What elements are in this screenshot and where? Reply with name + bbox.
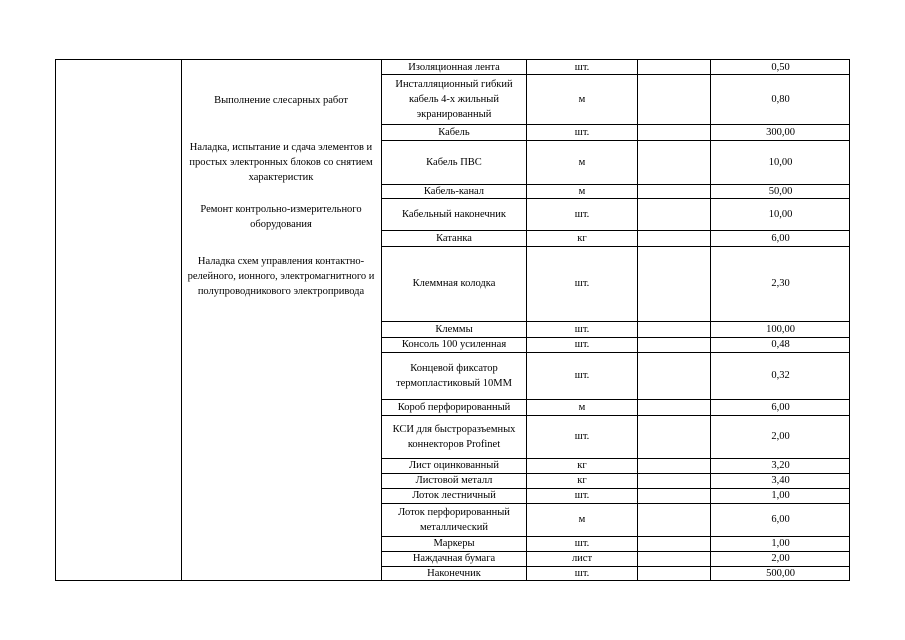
material-unit: кг <box>577 232 587 244</box>
material-name: Маркеры <box>433 538 475 549</box>
material-qty: 2,00 <box>771 553 790 564</box>
material-name: Короб перфорированный <box>397 401 511 413</box>
material-unit: лист <box>571 553 593 564</box>
material-unit: м <box>578 156 586 168</box>
material-name: Кабель-канал <box>423 185 485 197</box>
material-empty-cell <box>638 458 710 473</box>
material-unit: кг <box>577 475 587 486</box>
material-unit: шт. <box>574 568 590 579</box>
material-unit: шт. <box>574 208 590 220</box>
material-qty: 500,00 <box>766 568 795 579</box>
material-name: Инсталляционный гибкий кабель 4-х жильный экранированный <box>395 78 513 120</box>
material-qty: 0,80 <box>771 93 790 105</box>
material-name: Катанка <box>436 232 472 244</box>
material-empty-cell <box>638 352 710 399</box>
material-qty: 3,20 <box>771 460 790 471</box>
material-qty: 1,00 <box>771 538 790 549</box>
material-name: Консоль 100 усиленная <box>401 339 507 350</box>
material-empty-cell <box>638 551 710 566</box>
material-name: Лоток перфорированный металлический <box>398 506 510 533</box>
material-unit: м <box>578 514 586 525</box>
material-unit: м <box>578 185 586 197</box>
material-name: Кабель <box>438 126 470 138</box>
material-empty-cell <box>638 140 710 184</box>
material-empty-cell <box>638 536 710 551</box>
material-empty-cell <box>638 198 710 230</box>
material-unit: шт. <box>574 370 590 381</box>
material-name: Листовой металл <box>415 475 493 486</box>
work-item: Наладка схем управления контактно-релейного, ионного, электромагнитного и полупроводникового электропривода <box>187 256 375 297</box>
material-empty-cell <box>638 415 710 458</box>
material-unit: шт. <box>574 490 590 501</box>
material-name: Наконечник <box>427 568 481 579</box>
material-empty-cell <box>638 246 710 321</box>
material-qty: 3,40 <box>771 475 790 486</box>
materials-table <box>55 59 850 581</box>
material-qty: 6,00 <box>771 401 790 413</box>
material-empty-cell <box>638 473 710 488</box>
column-divider <box>181 60 182 580</box>
material-name: Кабельный наконечник <box>401 208 507 220</box>
material-empty-cell <box>638 230 710 246</box>
material-qty: 10,00 <box>768 208 793 220</box>
material-name: Лоток лестничный <box>412 490 496 501</box>
material-name: Концевой фиксатор термопластиковый 10ММ <box>396 362 512 389</box>
material-empty-cell <box>638 399 710 415</box>
material-unit: шт. <box>574 431 590 442</box>
material-qty: 0,48 <box>771 339 790 350</box>
material-empty-cell <box>638 488 710 503</box>
material-unit: м <box>578 93 586 105</box>
material-name: Клеммы <box>435 323 473 335</box>
material-empty-cell <box>638 503 710 536</box>
material-name: Клеммная колодка <box>412 278 496 289</box>
material-empty-cell <box>638 337 710 352</box>
material-name: Лист оцинкованный <box>409 460 499 471</box>
material-unit: кг <box>577 460 587 471</box>
work-item: Ремонт контрольно-измерительного оборудования <box>200 204 362 230</box>
material-qty: 2,30 <box>771 278 790 289</box>
material-unit: шт. <box>574 339 590 350</box>
material-empty-cell <box>638 321 710 337</box>
material-qty: 100,00 <box>766 323 795 335</box>
material-empty-cell <box>638 184 710 198</box>
material-qty: 0,32 <box>771 370 790 381</box>
material-qty: 50,00 <box>768 185 793 197</box>
material-qty: 6,00 <box>771 514 790 525</box>
material-name: Изоляционная лента <box>408 61 500 73</box>
material-name: Наждачная бумага <box>412 553 496 564</box>
material-name: Кабель ПВС <box>426 156 482 168</box>
material-qty: 300,00 <box>766 126 795 138</box>
material-empty-cell <box>638 124 710 140</box>
material-qty: 6,00 <box>771 232 790 244</box>
material-qty: 2,00 <box>771 431 790 442</box>
material-qty: 10,00 <box>768 156 793 168</box>
material-empty-cell <box>638 566 710 581</box>
material-unit: шт. <box>574 126 590 138</box>
material-qty: 1,00 <box>771 490 790 501</box>
material-empty-cell <box>638 74 710 124</box>
material-unit: шт. <box>574 538 590 549</box>
material-empty-cell <box>638 60 710 74</box>
material-name: КСИ для быстроразъемных коннекторов Profinet <box>392 423 516 450</box>
material-unit: м <box>578 401 586 413</box>
material-qty: 0,50 <box>771 61 790 73</box>
work-item: Наладка, испытание и сдача элементов и простых электронных блоков со снятием характеристик <box>189 142 373 183</box>
material-unit: шт. <box>574 61 590 73</box>
work-item: Выполнение слесарных работ <box>214 95 348 106</box>
material-unit: шт. <box>574 278 590 289</box>
material-unit: шт. <box>574 323 590 335</box>
